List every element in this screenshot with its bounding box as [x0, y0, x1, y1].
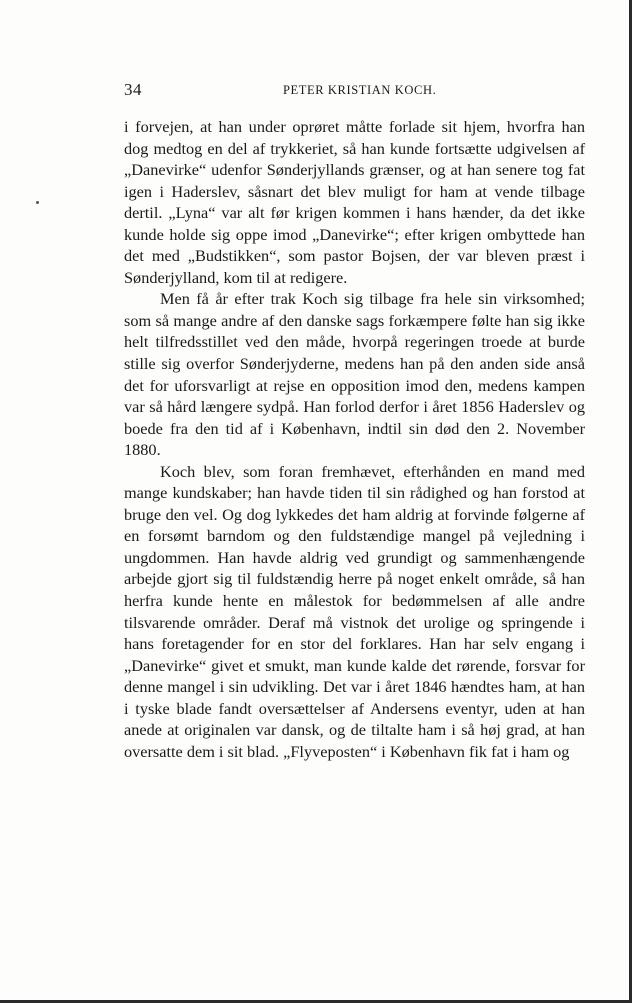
body-text	[124, 116, 585, 762]
page-number: 34	[124, 80, 142, 99]
scan-speck	[36, 201, 39, 204]
paragraph-2: Men få år efter trak Koch sig tilbage fra hele sin virksomhed; som så mange andre af den danske sags forkæmpere følte han sig ikke helt tilfredsstillet ved den måde, hvorpå regeringen troede at burde stille sig overfor Sønderjyderne, medens han på den anden side anså det for uforsvarligt at rejse en opposition imod den, medens kampen var så hård længere sydpå. Han forlod derfor i året 1856 Haderslev og boede fra den tid af i København, indtil sin død den 2. November 1880.	[124, 289, 585, 460]
page-header	[124, 80, 585, 102]
paragraph-1: i forvejen, at han under oprøret måtte forlade sit hjem, hvorfra han dog medtog en del af trykkeriet, så han kunde fortsætte udgivelsen af „Danevirke“ udenfor Sønderjyllands grænser, og at han senere tog fat igen i Haderslev, såsnart det blev muligt for ham at vende tilbage dertil. „Lyna“ var alt før krigen kommen i hans hænder, da det ikke kunde holde sig oppe imod „Danevirke“; efter krigen ombyttede han det med „Budstikken“, som pastor Bojsen, der var bleven præst i Sønderjylland, kom til at redigere.	[124, 117, 585, 287]
running-head: PETER KRISTIAN KOCH.	[283, 83, 437, 97]
paragraph-3: Koch blev, som foran fremhævet, efterhånden en mand med mange kundskaber; han havde tiden til sin rådighed og han forstod at bruge den vel. Og dog lykkedes det ham aldrig at forvinde følgerne af en forsømt barndom og den fuldstændige mangel på vejledning i ungdommen. Han havde aldrig ved grundigt og sammenhængende arbejde gjort sig til fuldstændig herre på noget enkelt område, så han herfra kunde hente en målestok for bedømmelsen af alle andre tilsvarende områder. Deraf må vistnok det urolige og springende i hans foretagender for en stor del forklares. Han har selv engang i „Danevirke“ givet et smukt, man kunde kalde det rørende, forsvar for denne mangel i sin udvikling. Det var i året 1846 hændtes ham, at han i tyske blade fandt oversættelser af Andersens eventyr, uden at han anede at originalen var dansk, og de tiltalte ham i så høj grad, at han oversatte dem i sit blad. „Flyveposten“ i København fik fat i ham og	[124, 461, 585, 761]
